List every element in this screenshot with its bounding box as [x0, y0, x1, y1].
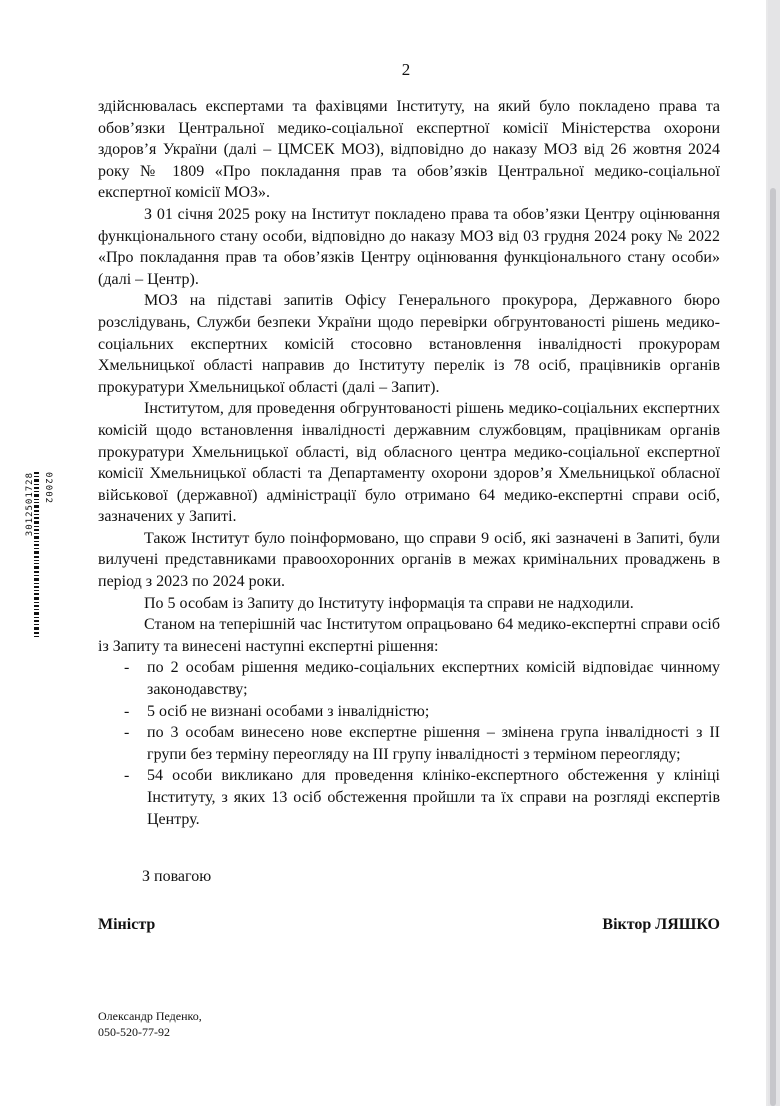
barcode-number: 3012501728: [25, 472, 35, 537]
paragraph: МОЗ на підставі запитів Офісу Генерального прокурора, Державного бюро розслідувань, Служби безпеки України щодо перевірки обгрунтованості рішень медико-соціальних експертних комісій стосовно встановлення інвалідності прокурорам Хмельницької області направив до Інституту перелік із 78 осіб, працівників органів прокуратури Хмельницької області (далі – Запит).: [98, 292, 720, 396]
paragraph: Інститутом, для проведення обгрунтованості рішень медико-соціальних експертних комісій щодо встановлення інвалідності державним службовцям, працівникам органів прокуратури Хмельницької області, від обласного центра медико-соціальної експертної комісії Хмельницької області та Департаменту охорони здоров’я Хмельницької обласної військової (державної) адміністрації було отримано 64 медико-експертні справи осіб, зазначених у Запиті.: [98, 400, 720, 526]
executor-phone: 050-520-77-92: [98, 1025, 170, 1039]
list-item-text: по 2 особам рішення медико-соціальних експертних комісій відповідає чинному законодавству;: [147, 659, 720, 699]
paragraph: Також Інститут було поінформовано, що справи 9 осіб, які зазначені в Запиті, були вилучені представниками правоохоронних органів в межах кримінальних проваджень в період з 2023 по 2024 роки.: [98, 529, 720, 591]
list-item: [98, 701, 720, 723]
paragraph: Станом на теперішній час Інститутом опрацьовано 64 медико-експертні справи осіб із Запиту та винесені наступні експертні рішення:: [98, 616, 720, 655]
executor-name: Олександр Педенко,: [98, 1009, 202, 1023]
closing-phrase: З повагою: [142, 868, 212, 885]
paragraph: здійснювалась експертами та фахівцями Інституту, на який було покладено права та обов’язки Центральної медико-соціальної експертної комісії Міністерства охорони здоров’я України (далі – ЦМСЕК МОЗ), відповідно до наказу МОЗ від 26 жовтня 2024 року № 1809 «Про покладання прав та обов’язків Центральної медико-соціальної експертної комісії МОЗ».: [98, 98, 720, 202]
list-dash: -: [124, 724, 130, 742]
list-item-text: по 3 особам винесено нове експертне рішення – змінена група інвалідності з ІІ групи без терміну переогляду на ІІІ групу інвалідності з терміном переогляду;: [147, 724, 720, 763]
executor-block: [98, 1008, 202, 1040]
signatory-name: Віктор ЛЯШКО: [602, 916, 720, 933]
paragraph: З 01 січня 2025 року на Інститут покладено права та обов’язки Центру оцінювання функціонального стану особи, відповідно до наказу МОЗ від 03 грудня 2024 року № 2022 «Про покладання прав та обов’язків Центру оцінювання функціонального стану особи» (далі – Центр).: [98, 205, 720, 288]
list-item-text: 5 осіб не визнані особами з інвалідністю;: [147, 702, 430, 720]
barcode-number-secondary: 02002: [43, 472, 53, 505]
page-number: 2: [401, 60, 411, 79]
list-item: [98, 657, 720, 700]
list-dash: -: [124, 767, 130, 785]
list-item-text: 54 особи викликано для проведення клініко-експертного обстеження у клініці Інституту, з яких 13 осіб обстеження пройшли та їх справи на розгляді експертів Центру.: [147, 767, 720, 828]
list-dash: -: [124, 659, 130, 677]
list-item: [98, 722, 720, 765]
list-dash: -: [124, 702, 130, 720]
signatory-position: Міністр: [98, 916, 156, 933]
scrollbar-thumb[interactable]: [770, 188, 776, 1106]
decisions-list: [98, 657, 720, 830]
paragraph: По 5 особам із Запиту до Інституту інформація та справи не надходили.: [144, 594, 634, 612]
list-item: [98, 765, 720, 830]
letter-body: [98, 96, 720, 830]
